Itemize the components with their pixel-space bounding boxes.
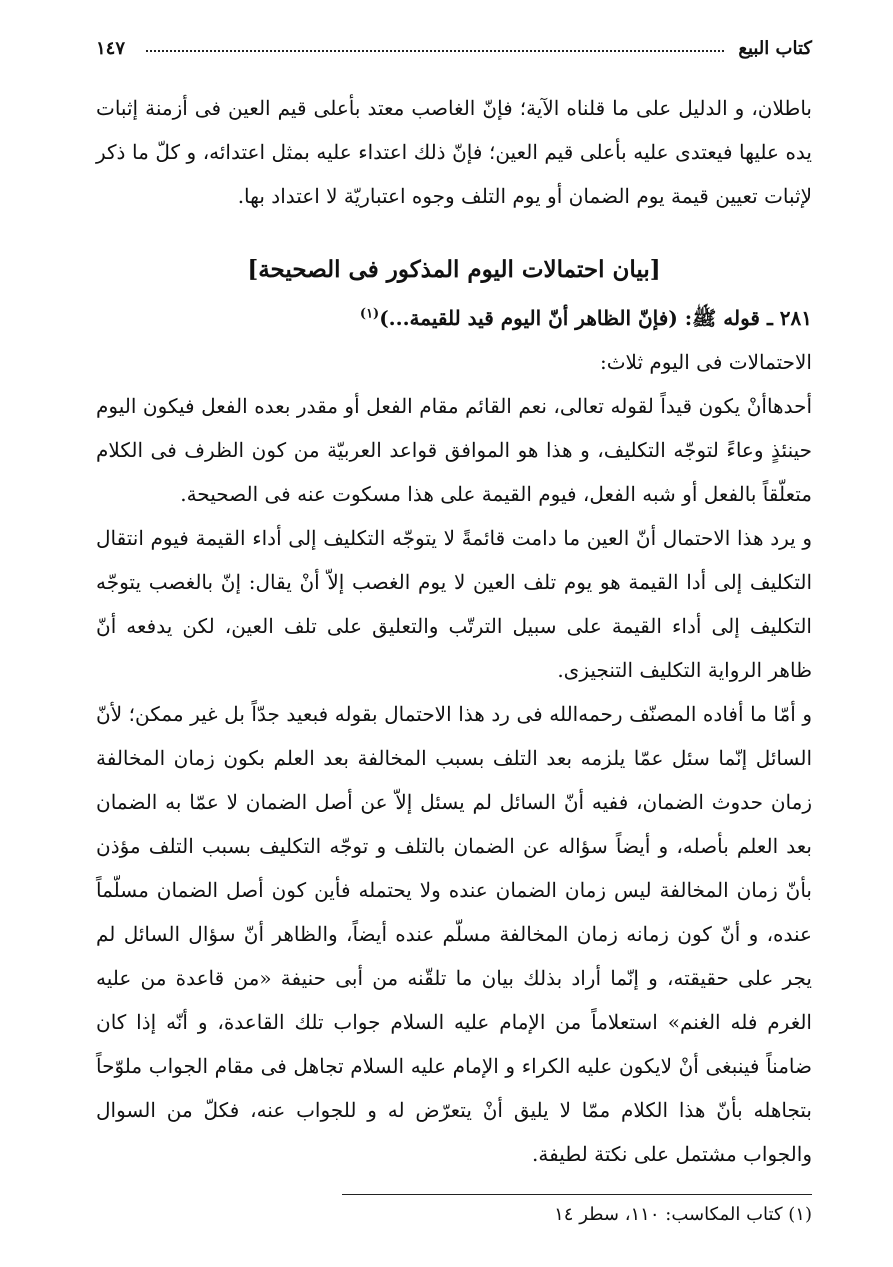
paragraph: و أمّا ما أفاده المصنّف رحمه‌الله فى رد هذا الاحتمال بقوله فبعيد جدّاً بل غير ممكن؛ لأنّ السائل إنّما سئل عمّا يلزمه بعد التلف بسبب المخالفة بعد العلم بكون زمان المخالفة زمان حدوث الضمان، ففيه أنّ السائل لم يسئل إلاّ عن أصل الضمان لا عمّا به الضمان بعد العلم بأصله، و أيضاً سؤاله عن الضمان بالتلف و توجّه التكليف بسبب التلف مؤذن بأنّ زمان المخالفة ليس زمان الضمان عنده ولا يحتمله فأين كون أصل الضمان مسلّماً عنده، و أنّ كون زمانه زمان المخالفة مسلّم عنده أيضاً، والظاهر أنّ سؤال السائل لم يجر على حقيقته، و إنّما أراد بذلك بيان ما تلقّنه من أبى حنيفة «من قاعدة من عليه الغرم فله الغنم» استعلاماً من الإمام عليه السلام جواب تلك القاعدة، و أنّه إذا كان ضامناً فينبغى أنْ لايكون عليه الكراء و الإمام عليه السلام تجاهل فى مقام الجواب ملوّحاً بتجاهله بأنّ هذا الكلام ممّا لا يليق أنْ يتعرّض له و للجواب عنه، فكلّ من السوال والجواب مشتمل على نكتة لطيفة. [96, 702, 812, 1166]
section-heading: [بيان احتمالات اليوم المذكور فى الصحيحة] [247, 256, 661, 283]
item-heading-text: ٢٨١ ـ قوله ﷺ: (فإنّ الظاهر أنّ اليوم قيد للقيمة...) [379, 306, 812, 330]
footnote: (١) كتاب المكاسب: ١١٠، سطر ١٤ [554, 1204, 812, 1225]
running-header [96, 38, 812, 64]
document-page [96, 28, 812, 1228]
body-text [96, 86, 812, 1176]
item-heading [96, 296, 812, 340]
book-title: كتاب البيع [738, 38, 812, 59]
paragraph: الاحتمالات فى اليوم ثلاث: [599, 350, 812, 374]
paragraph: أحدهاأنْ يكون قيداً لقوله تعالى، نعم القائم مقام الفعل أو مقدر بعده الفعل فيكون اليوم حينئذٍ وعاءً لتوجّه التكليف، و هذا هو الموافق قواعد العربيّة من كون الظرف فى الكلام متعلّقاً بالفعل أو شبه الفعل، فيوم القيمة على هذا مسكوت عنه فى الصحيحة. [96, 394, 812, 506]
header-leader-dots [146, 50, 724, 52]
paragraph: باطلان، و الدليل على ما قلناه الآية؛ فإنّ الغاصب معتد بأعلى قيم العين فى أزمنة إثبات يده عليها فيعتدى عليه بأعلى قيم العين؛ فإنّ ذلك اعتداء عليه بمثل اعتدائه، و كلّ ما ذكر لإثبات تعيين قيمة يوم الضمان أو يوم التلف وجوه اعتباريّة لا اعتداد بها. [96, 96, 812, 208]
page-number: ١٤٧ [96, 38, 126, 59]
paragraph: و يرد هذا الاحتمال أنّ العين ما دامت قائمةً لا يتوجّه التكليف إلى أداء القيمة فيوم انتقال التكليف إلى أدا القيمة هو يوم تلف العين لا يوم الغصب إلاّ أنْ يقال: إنّ بالغصب يتوجّه التكليف إلى أداء القيمة على سبيل الترتّب والتعليق على تلف العين، لكن يدفعه أنّ ظاهر الرواية التكليف التنجيزى. [96, 526, 812, 682]
footnote-marker: (١) [359, 306, 380, 322]
footnote-separator [342, 1194, 812, 1195]
